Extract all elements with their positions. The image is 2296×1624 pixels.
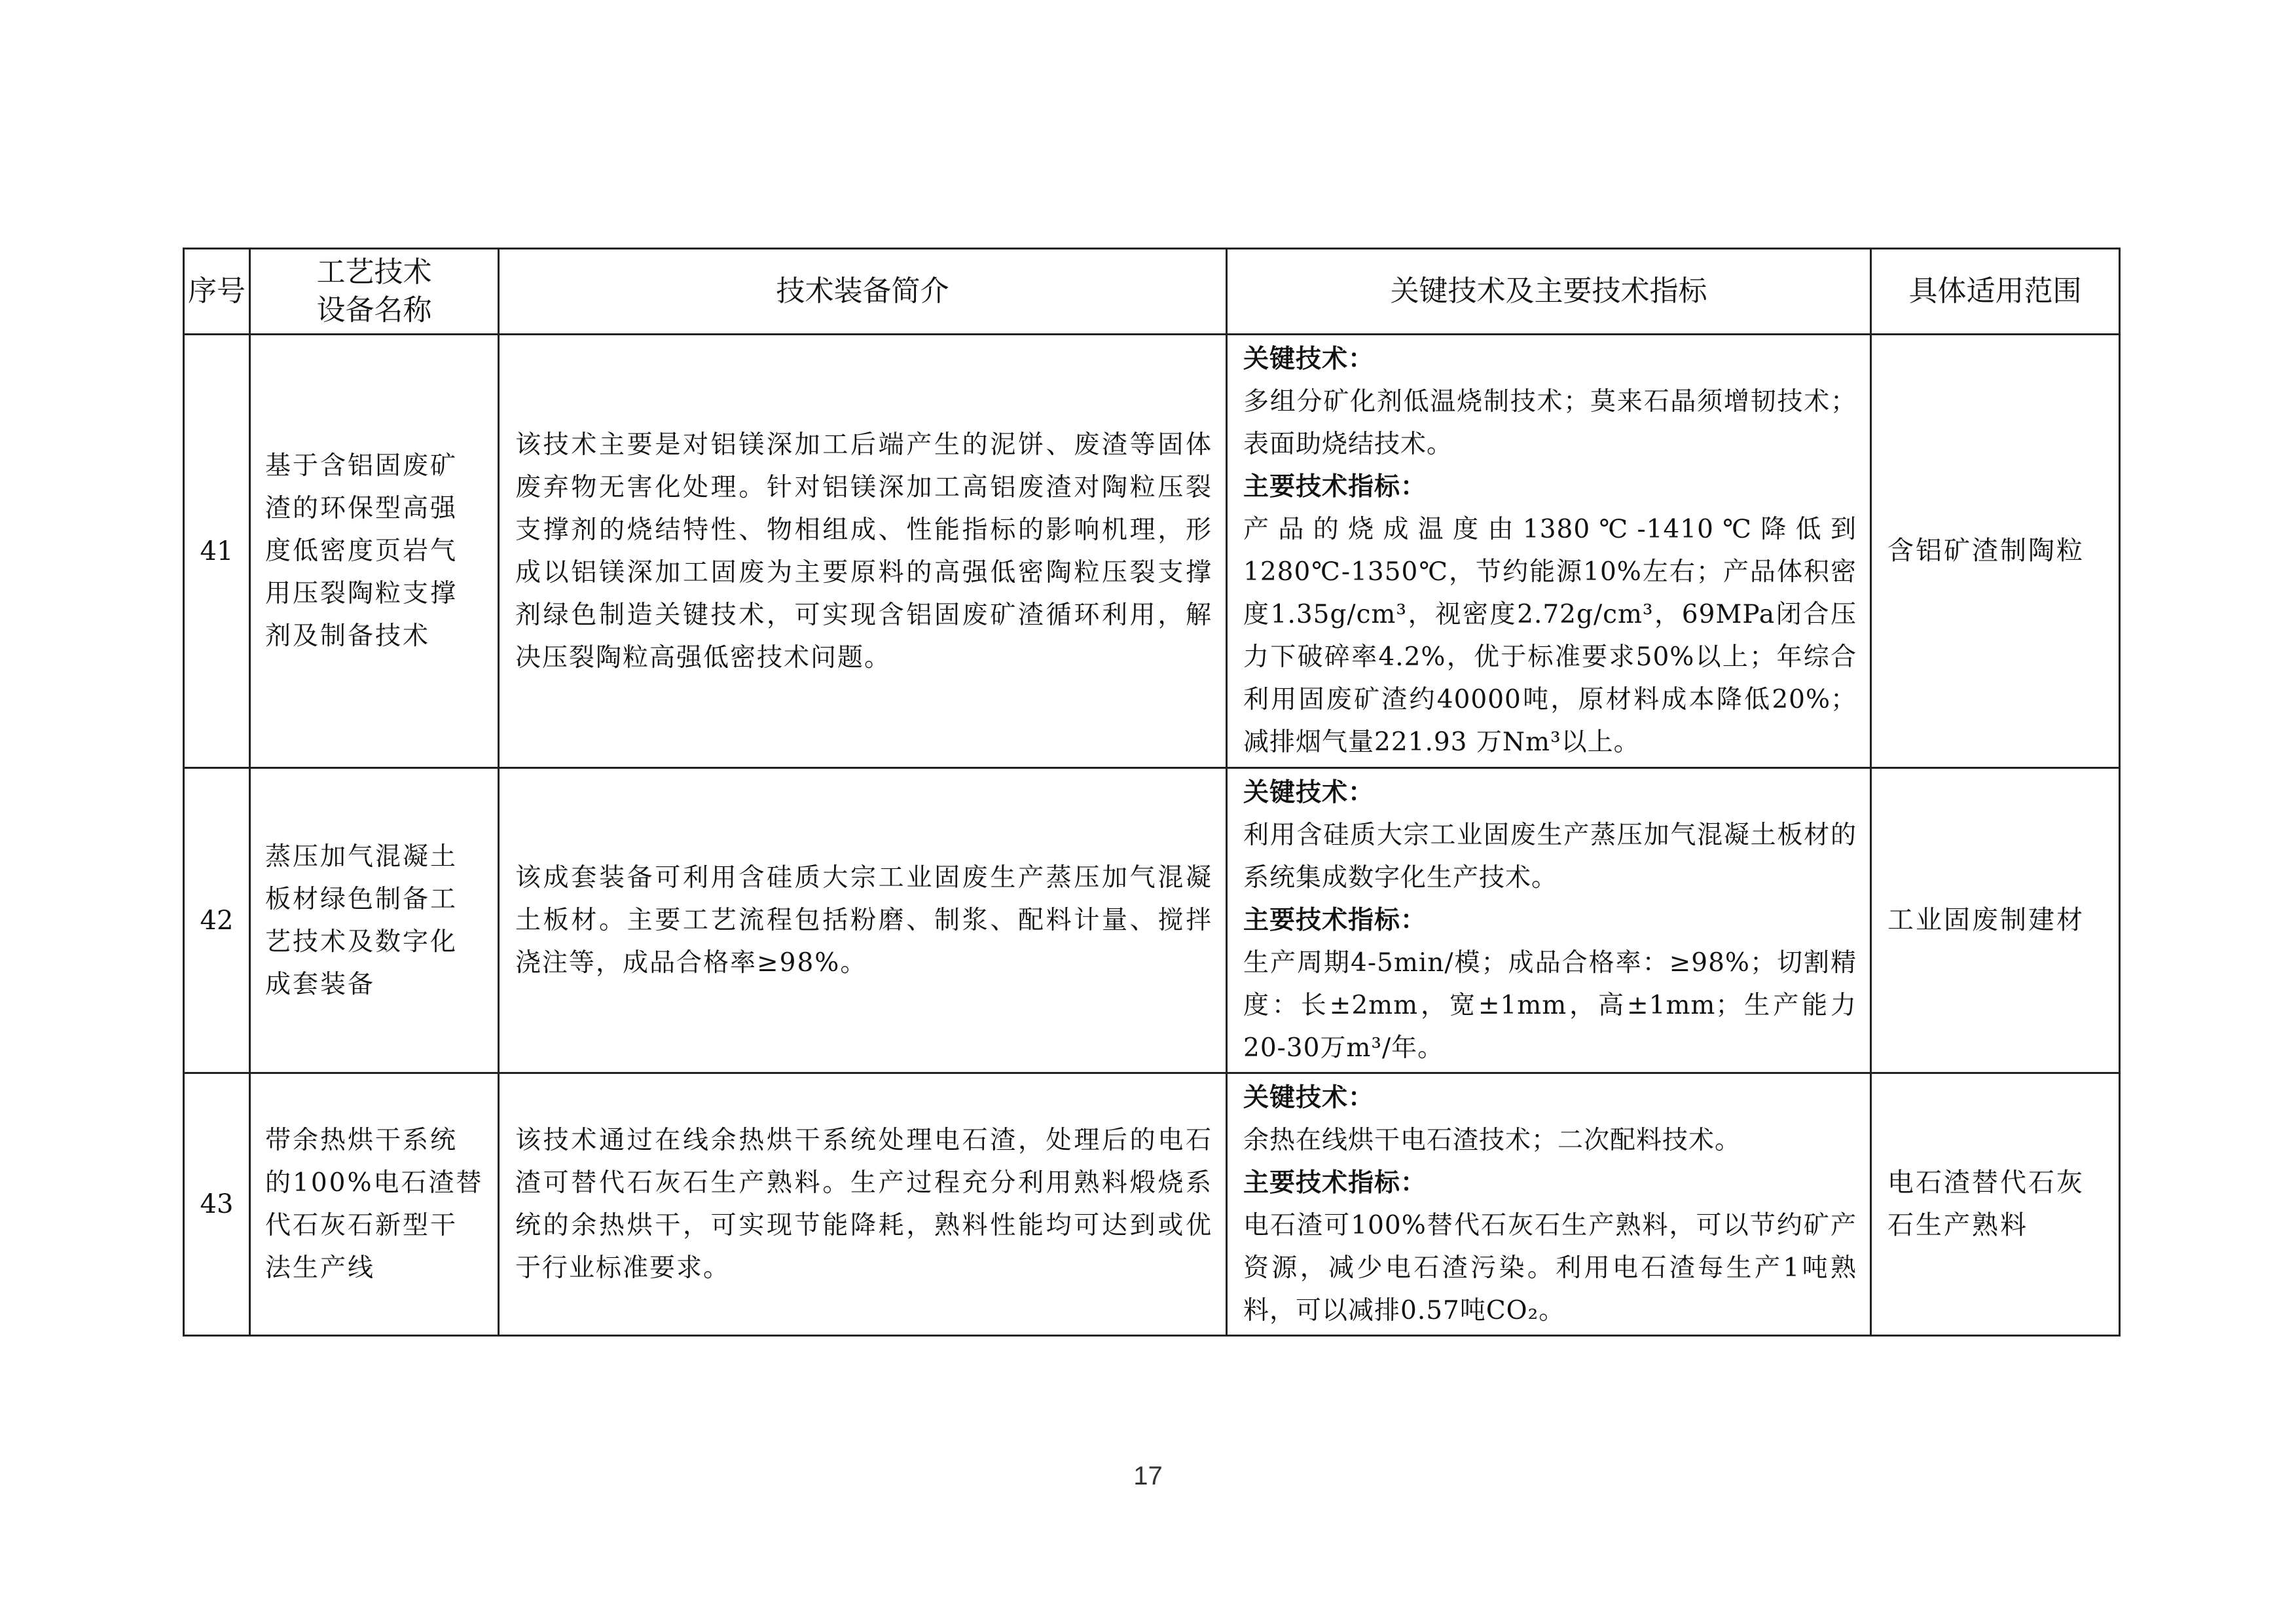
page-number: 17: [1133, 1462, 1163, 1490]
index-text: 电石渣可100%替代石灰石生产熟料，可以节约矿产资源，减少电石渣污染。利用电石渣每生产1吨熟料，可以减排0.57吨CO₂。: [1243, 1211, 1857, 1325]
key-tech-text: 多组分矿化剂低温烧制技术；莫来石晶须增韧技术；表面助烧结技术。: [1243, 387, 1857, 459]
key-tech-label: 关键技术：: [1243, 344, 1375, 374]
index-text: 生产周期4-5min/模；成品合格率：≥98%；切割精度：长±2mm，宽±1mm，高±1mm；生产能力20-30万m³/年。: [1243, 948, 1857, 1063]
row-scope: 电石渣替代石灰石生产熟料: [1871, 1073, 2120, 1336]
header-seq: 序号: [184, 249, 250, 335]
table-row: [184, 768, 2120, 1073]
row-name: 基于含铝固废矿渣的环保型高强度低密度页岩气用压裂陶粒支撑剂及制备技术: [250, 335, 499, 768]
row-scope: 工业固废制建材: [1871, 768, 2120, 1073]
index-label: 主要技术指标：: [1243, 471, 1427, 502]
index-text: 产品的烧成温度由1380℃-1410℃降低到1280℃-1350℃，节约能源10%左右；产品体积密度1.35g/cm³，视密度2.72g/cm³，69MPa闭合压力下破碎率4.2%，优于标准要求50%以上；年综合利用固废矿渣约40000吨，原材料成本降低20%；减排烟气量221.93 万Nm³以上。: [1243, 515, 1857, 757]
row-key-indicators: [1227, 335, 1871, 768]
key-tech-label: 关键技术：: [1243, 777, 1375, 807]
technology-table: [183, 248, 2121, 1337]
index-label: 主要技术指标：: [1243, 905, 1427, 935]
row-name: 带余热烘干系统的100%电石渣替代石灰石新型干法生产线: [250, 1073, 499, 1336]
table-header-row: [184, 249, 2120, 335]
header-scope: 具体适用范围: [1871, 249, 2120, 335]
header-name-line2: 设备名称: [316, 293, 432, 327]
key-tech-text: 余热在线烘干电石渣技术；二次配料技术。: [1243, 1126, 1741, 1155]
row-key-indicators: [1227, 1073, 1871, 1336]
key-tech-text: 利用含硅质大宗工业固废生产蒸压加气混凝土板材的系统集成数字化生产技术。: [1243, 821, 1857, 893]
table-row: [184, 1073, 2120, 1336]
row-intro: 该技术通过在线余热烘干系统处理电石渣，处理后的电石渣可替代石灰石生产熟料。生产过程充分利用熟料煅烧系统的余热烘干，可实现节能降耗，熟料性能均可达到或优于行业标准要求。: [499, 1073, 1227, 1336]
row-key-indicators: [1227, 768, 1871, 1073]
header-name-line1: 工艺技术: [316, 255, 432, 289]
row-name: 蒸压加气混凝土板材绿色制备工艺技术及数字化成套装备: [250, 768, 499, 1073]
key-tech-label: 关键技术：: [1243, 1082, 1375, 1113]
header-name: [250, 249, 499, 335]
header-intro: 技术装备简介: [499, 249, 1227, 335]
row-seq: 42: [184, 768, 250, 1073]
table-row: [184, 335, 2120, 768]
row-intro: 该技术主要是对铝镁深加工后端产生的泥饼、废渣等固体废弃物无害化处理。针对铝镁深加工高铝废渣对陶粒压裂支撑剂的烧结特性、物相组成、性能指标的影响机理，形成以铝镁深加工固废为主要原料的高强低密陶粒压裂支撑剂绿色制造关键技术，可实现含铝固废矿渣循环利用，解决压裂陶粒高强低密技术问题。: [499, 335, 1227, 768]
row-intro: 该成套装备可利用含硅质大宗工业固废生产蒸压加气混凝土板材。主要工艺流程包括粉磨、制浆、配料计量、搅拌浇注等，成品合格率≥98%。: [499, 768, 1227, 1073]
row-seq: 41: [184, 335, 250, 768]
row-scope: 含铝矿渣制陶粒: [1871, 335, 2120, 768]
index-label: 主要技术指标：: [1243, 1168, 1427, 1198]
row-seq: 43: [184, 1073, 250, 1336]
header-key: 关键技术及主要技术指标: [1227, 249, 1871, 335]
